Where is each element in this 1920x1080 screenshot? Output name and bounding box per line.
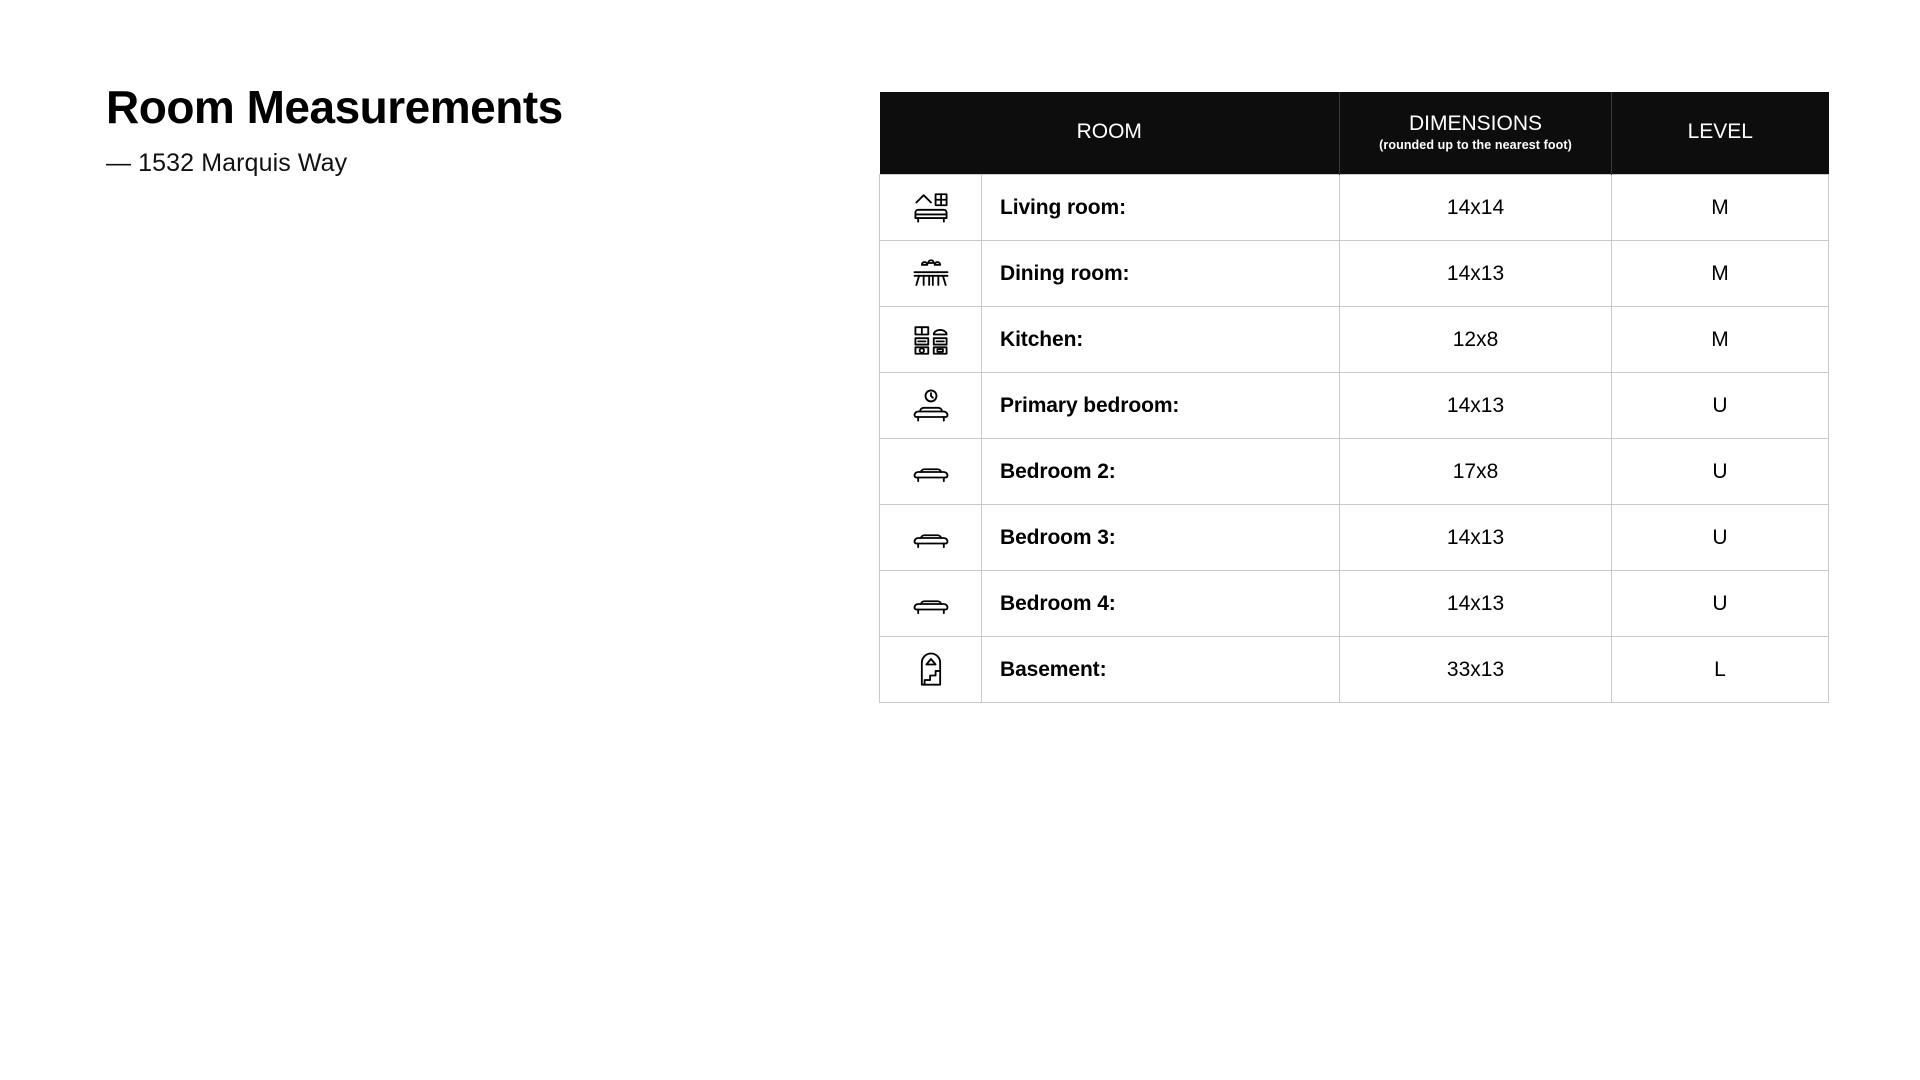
- room-level: M: [1612, 307, 1829, 373]
- row-icon-cell: [880, 241, 982, 307]
- room-dimensions: 12x8: [1340, 307, 1612, 373]
- row-icon-cell: [880, 505, 982, 571]
- table-row: [880, 307, 1829, 373]
- room-dimensions: 14x13: [1340, 571, 1612, 637]
- table-row: [880, 571, 1829, 637]
- row-icon-cell: [880, 637, 982, 703]
- room-name: Bedroom 4:: [982, 571, 1340, 637]
- page-subtitle: — 1532 Marquis Way: [106, 148, 348, 177]
- kitchen-icon: [909, 318, 953, 362]
- room-dimensions: 33x13: [1340, 637, 1612, 703]
- room-name: Kitchen:: [982, 307, 1340, 373]
- room-dimensions: 14x13: [1340, 373, 1612, 439]
- basement-stairs-icon: [909, 648, 953, 692]
- room-dimensions: 14x13: [1340, 241, 1612, 307]
- room-level: L: [1612, 637, 1829, 703]
- room-level: U: [1612, 373, 1829, 439]
- room-name: Dining room:: [982, 241, 1340, 307]
- room-name: Bedroom 3:: [982, 505, 1340, 571]
- column-header-dimensions-note: (rounded up to the nearest foot): [1379, 138, 1572, 152]
- table-row: [880, 175, 1829, 241]
- bed-icon: [909, 582, 953, 626]
- room-name: Bedroom 2:: [982, 439, 1340, 505]
- room-name: Basement:: [982, 637, 1340, 703]
- sofa-icon: [909, 186, 953, 230]
- row-icon-cell: [880, 373, 982, 439]
- room-dimensions: 17x8: [1340, 439, 1612, 505]
- bed-icon: [909, 450, 953, 494]
- page-title: Room Measurements: [106, 81, 563, 133]
- column-header-room: ROOM: [880, 92, 1340, 175]
- row-icon-cell: [880, 307, 982, 373]
- table-header: [880, 92, 1829, 175]
- column-header-dimensions-label: DIMENSIONS: [1409, 112, 1543, 135]
- room-level: U: [1612, 439, 1829, 505]
- room-level: M: [1612, 241, 1829, 307]
- column-header-dimensions: [1340, 92, 1612, 175]
- room-measurements-table: [879, 92, 1829, 703]
- title-block: [106, 82, 666, 178]
- room-dimensions: 14x13: [1340, 505, 1612, 571]
- table-row: [880, 241, 1829, 307]
- table-body: [880, 175, 1829, 703]
- table-row: [880, 637, 1829, 703]
- table-row: [880, 373, 1829, 439]
- room-level: U: [1612, 505, 1829, 571]
- bed-clock-icon: [909, 384, 953, 428]
- room-dimensions: 14x14: [1340, 175, 1612, 241]
- room-measurements-table-wrap: [879, 92, 1828, 703]
- row-icon-cell: [880, 571, 982, 637]
- room-name: Living room:: [982, 175, 1340, 241]
- row-icon-cell: [880, 175, 982, 241]
- dining-table-icon: [909, 252, 953, 296]
- row-icon-cell: [880, 439, 982, 505]
- table-header-row: [880, 92, 1829, 175]
- bed-icon: [909, 516, 953, 560]
- column-header-level: LEVEL: [1612, 92, 1829, 175]
- table-row: [880, 505, 1829, 571]
- room-name: Primary bedroom:: [982, 373, 1340, 439]
- room-level: M: [1612, 175, 1829, 241]
- table-row: [880, 439, 1829, 505]
- room-level: U: [1612, 571, 1829, 637]
